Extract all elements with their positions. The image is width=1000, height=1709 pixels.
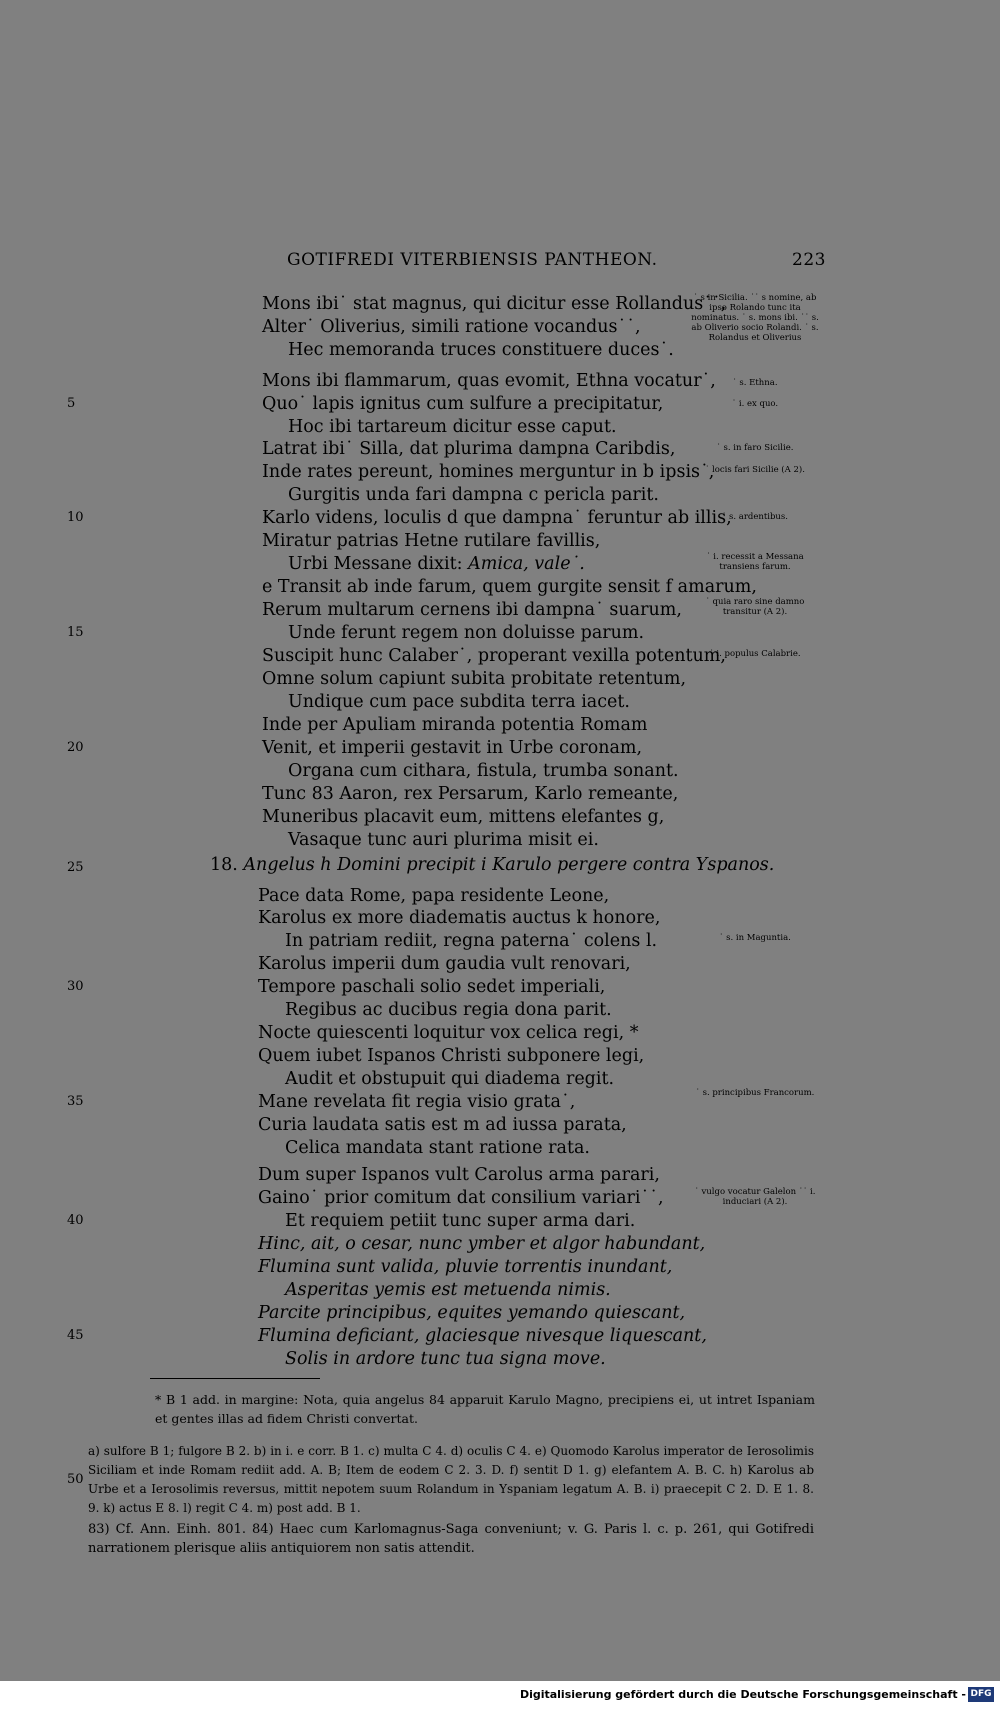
dfg-logo: DFG [968,1687,994,1702]
verse-line: Alter˙ Oliverius, simili ratione vocandus˙˙, [262,317,641,337]
verse-line: In patriam rediit, regna paterna˙ colens l. [285,931,658,951]
verse-line: Suscipit hunc Calaber˙, properant vexilla potentum, [262,646,726,666]
verse-line: Tempore paschali solio sedet imperiali, [258,977,606,997]
verse-line: Audit et obstupuit qui diadema regit. [285,1069,615,1089]
verse-line: Tunc 83 Aaron, rex Persarum, Karlo remeante, [262,784,679,804]
verse-line: Karolus imperii dum gaudia vult renovari, [258,954,631,974]
verse-line: Inde per Apuliam miranda potentia Romam [262,715,648,735]
line-number: 35 [67,1094,84,1109]
line-number: 30 [67,979,84,994]
verse-line: Rerum multarum cernens ibi dampna˙ suarum, [262,600,682,620]
margin-note: ˙ i. ex quo. [731,399,779,409]
verse-line: Nocte quiescenti loquitur vox celica regi, * [258,1023,639,1043]
verse-line: Flumina deficiant, glaciesque nivesque liquescant, [258,1326,707,1346]
margin-note: ˙ s. in Maguntia. [719,933,791,943]
line-number: 20 [67,740,84,755]
section-number: 18. [210,855,238,875]
verse-line: Karolus ex more diadematis auctus k honore, [258,908,661,928]
verse-line: Hec memoranda truces constituere duces˙. [288,340,674,360]
verse-line: e Transit ab inde farum, quem gurgite sensit f amarum, [262,577,757,597]
verse-line: Quem iubet Ispanos Christi subponere legi, [258,1046,645,1066]
verse-line: Mons ibi˙ stat magnus, qui dicitur esse Rollandus˙˙, [262,294,727,314]
verse-line: Gaino˙ prior comitum dat consilium variari˙˙, [258,1188,664,1208]
section-heading [210,855,774,875]
verse-line: Hoc ibi tartareum dicitur esse caput. [288,417,617,437]
verse-line: Et requiem petiit tunc super arma dari. [285,1211,636,1231]
line-number: 45 [67,1328,84,1343]
verse-line: Karlo videns, loculis d que dampna˙ feruntur ab illis, [262,508,732,528]
verse-line: Asperitas yemis est metuenda nimis. [285,1280,611,1300]
margin-note: ˙ locis fari Sicilie (A 2). [705,465,805,475]
margin-note: ˙ quia raro sine damno transitur (A 2). [705,597,805,617]
verse-line: Latrat ibi˙ Silla, dat plurima dampna Caribdis, [262,439,676,459]
verse-line: Flumina sunt valida, pluvie torrentis inundant, [258,1257,673,1277]
verse-line: Regibus ac ducibus regia dona parit. [285,1000,612,1020]
verse-line: Mons ibi flammarum, quas evomit, Ethna vocatur˙, [262,371,716,391]
verse-line: Parcite principibus, equites yemando quiescant, [258,1303,686,1323]
verse-line: Hinc, ait, o cesar, nunc ymber et algor habundant, [258,1234,706,1254]
verse-line: Solis in ardore tunc tua signa move. [285,1349,606,1369]
digitization-footer [0,1681,1000,1709]
critical-apparatus: a) sulfore B 1; fulgore B 2. b) in i. e corr. B 1. c) multa C 4. d) oculis C 4. e) Quomodo Karolus imperator de Ierosolimis Siciliam et inde Romam rediit add. A. B; Item de eodem C 2. 3. D. f) sentit D 1. g) elefantem A. B. C. h) Karolus ab Urbe et a Ierosolimis reversus, mittit nepotem suum Rolandum in Yspaniam legatum A. B. i) praecepit C 2. D. E 1. 8. 9. k) actus E 8. l) regit C 4. m) post add. B 1. [88,1444,814,1515]
verse-line: Miratur patrias Hetne rutilare favillis, [262,531,601,551]
margin-note: ˙ s. Ethna. [732,378,778,388]
verse-line: Mane revelata fit regia visio grata˙, [258,1092,576,1112]
margin-note: ˙ i. recessit a Messana transiens farum. [706,552,804,572]
section-title: Angelus h Domini precipit i Karulo pergere contra Yspanos. [243,855,775,875]
footnote-star: * B 1 add. in margine: Nota, quia angelus 84 apparuit Karulo Magno, precipiens ei, ut intret Ispaniam et gentes illas ad fidem Christi convertat. [155,1392,815,1426]
verse-line: Gurgitis unda fari dampna c pericla parit. [288,485,659,505]
line-number: 40 [67,1213,84,1228]
verse-line: Muneribus placavit eum, mittens elefantes g, [262,807,665,827]
verse-line: Curia laudata satis est m ad iussa parata, [258,1115,627,1135]
verse-text: Urbi Messane dixit: [288,554,469,574]
line-number: 5 [67,396,76,411]
verse-line: Dum super Ispanos vult Carolus arma parari, [258,1165,660,1185]
running-header-title: GOTIFREDI VITERBIENSIS PANTHEON. [287,250,658,270]
verse-line: Vasaque tunc auri plurima misit ei. [288,830,599,850]
line-number: 25 [67,860,84,875]
margin-note: ˙ s. principibus Francorum. [695,1088,815,1098]
footer-text: Digitalisierung gefördert durch die Deutsche Forschungsgemeinschaft - [519,1688,966,1701]
verse-line [288,553,585,576]
line-number: 15 [67,625,84,640]
verse-line: Inde rates pereunt, homines merguntur in b ipsis˙, [262,462,715,482]
verse-text-italic: Amica, vale˙. [468,554,585,574]
verse-line: Celica mandata stant ratione rata. [285,1138,590,1158]
margin-note: ˙ i. populus Calabrie. [709,649,801,659]
verse-line: Quo˙ lapis ignitus cum sulfure a precipitatur, [262,394,664,414]
verse-line: Venit, et imperii gestavit in Urbe coronam, [262,738,643,758]
margin-note: ˙ s. in faro Sicilie. [716,443,794,453]
page-number: 223 [792,250,826,270]
footnote-rule [150,1378,320,1379]
margin-note: ˙ vulgo vocatur Galelon ˙˙ i. induciari (A 2). [694,1187,816,1207]
margin-note: ˙ s. ardentibus. [722,512,788,522]
verse-line: Unde ferunt regem non doluisse parum. [288,623,645,643]
margin-note: ˙ s in Sicilia. ˙˙ s nomine, ab ipso Rolando tunc ita nominatus. ˙ s. mons ibi. ˙˙ s. ab Oliverio socio Rolandi. ˙ s. Rolandus et Oliverius [691,293,819,343]
verse-line: Undique cum pace subdita terra iacet. [288,692,630,712]
line-number: 10 [67,510,84,525]
line-number: 50 [67,1472,84,1487]
footnote-numbered: 83) Cf. Ann. Einh. 801. 84) Haec cum Karlomagnus-Saga conveniunt; v. G. Paris l. c. p. 261, qui Gotifredi narrationem plerisque aliis antiquiorem non satis attendit. [88,1522,814,1556]
verse-line: Organa cum cithara, fistula, trumba sonant. [288,761,679,781]
verse-line: Omne solum capiunt subita probitate retentum, [262,669,687,689]
verse-line: Pace data Rome, papa residente Leone, [258,886,610,906]
